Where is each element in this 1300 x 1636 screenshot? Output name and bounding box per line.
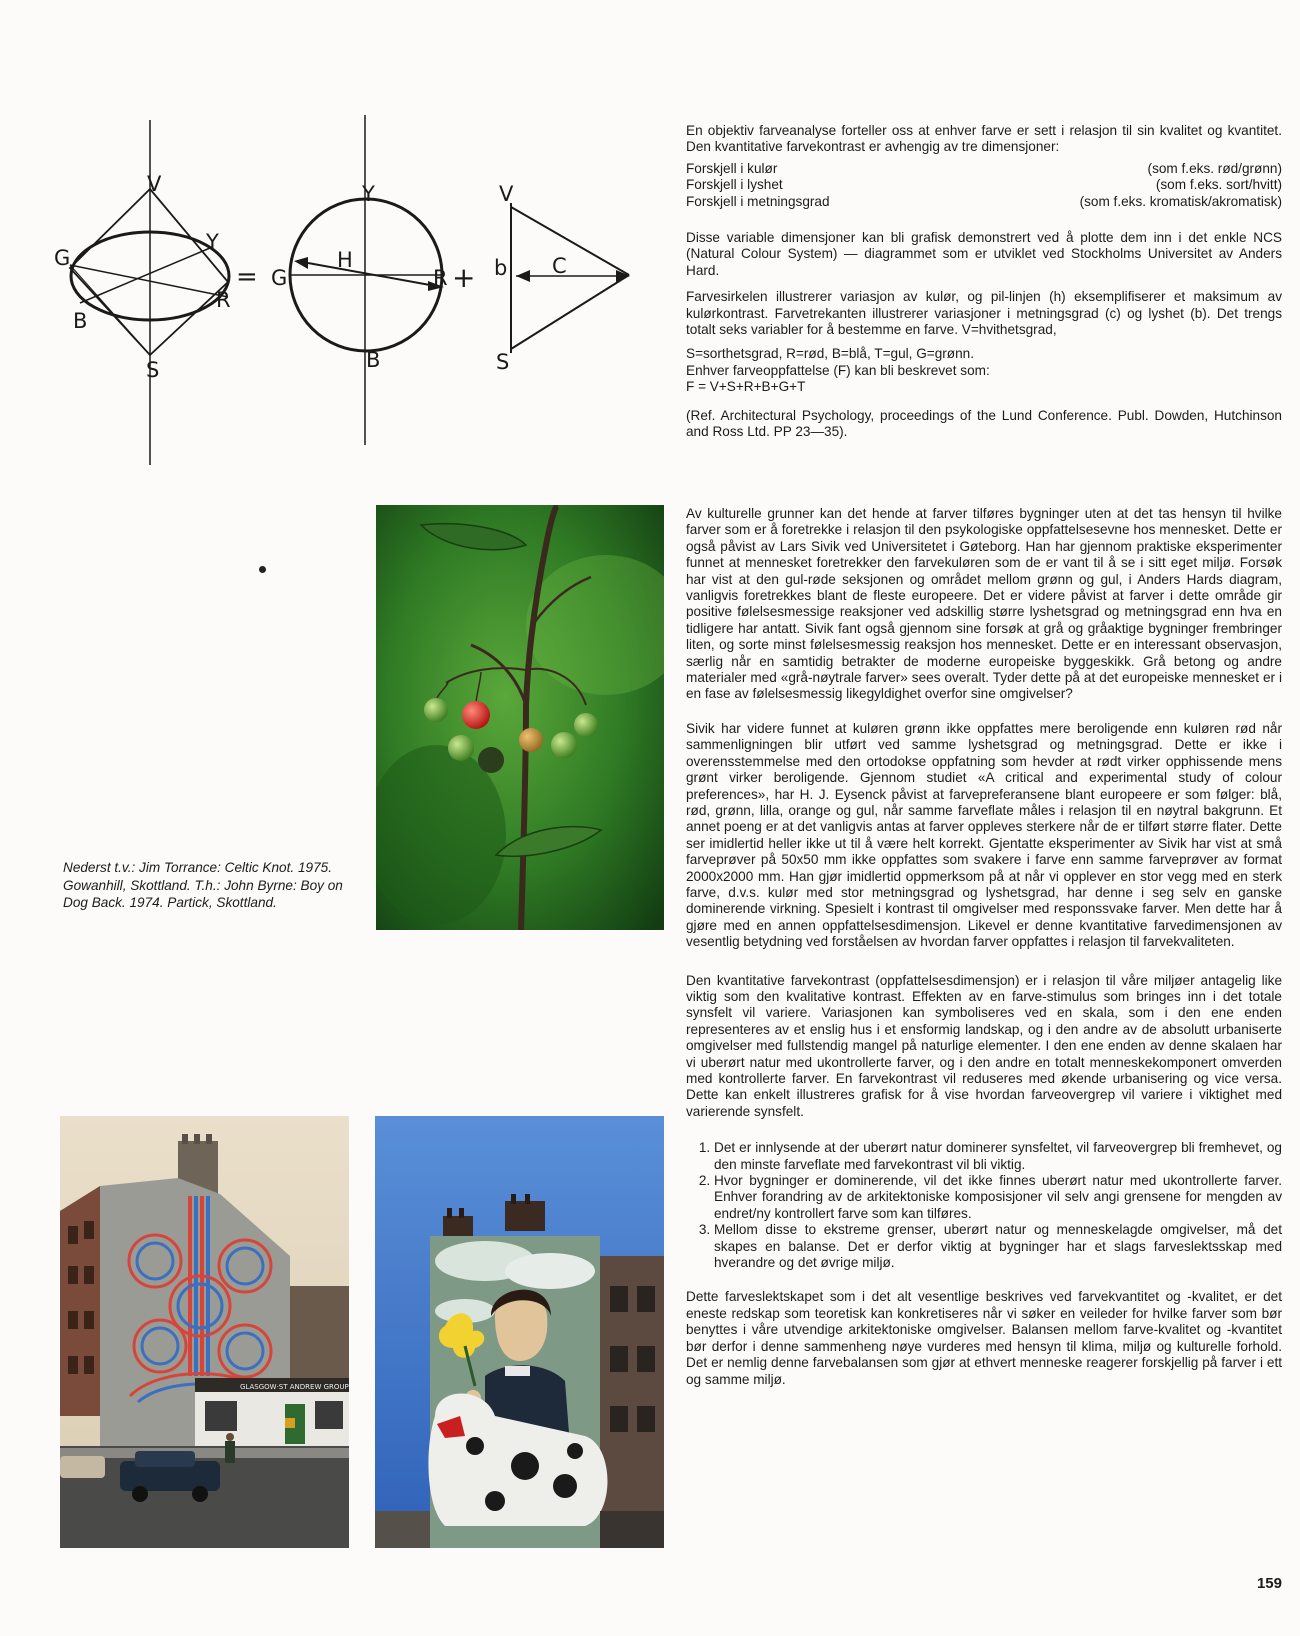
body-paragraph: Den kvantitative farvekontrast (oppfattelsesdimensjon) er i relasjon til våre miljøer antagelig like viktig som den kvalitative kontrast. Effekten av en farve-stimulus som bringes inn i det totale synsfelt vil variere. Variasjonen kan symboliseres ved en skala, som i den ene enden representeres av et enslig hus i et ensformig landskap, og i den andre av de absolutt urbaniserte omgivelser med fullstendig mangel på naturlige elementer. I den ene enden av denne skalaen har vi uberørt natur med ukontrollerte farver, og i den andre en totalt menneskekomponert omverden med kontrollerte farver. En farvekontrast vil reduseres med økende urbanisering og vice versa. Dette kan enkelt illustreres grafisk for å vise hvordan farveovergrep vil variere i viktighet med varierende synsfelt. — [686, 972, 1282, 1119]
diagram-label-r1: R — [216, 288, 231, 312]
body-paragraph: Av kulturelle grunner kan det hende at farver tilføres bygninger uten at det tas hensyn til hvilke farver som er å foretrekke i relasjon til den psykologiske oppfattelsesevne hos mennesket. Dette er også påvist av Lars Sivik ved Universitetet i Gøteborg. Han har gjennom praktiske eksperimenter funnet at mennesket foretrekker den farvekuløren som de er vant til å se i sitt eget miljø. Forsøk har vist at den gul-røde seksjonen og området mellom grønn og gul, i Anders Hards diagram, vanligvis foretrekkes blant de fleste europeere. Det er videre påvist at farver i dette område gir positive følelsesmessige reaksjoner ved adskillig større lyshetsgrad og metningsgrad enn hva en tidligere har antatt. Sivik fant også gjennom sine forsøk at grå og gråaktige bygninger frembringer liten, og sorte minst følelsesmessig reaksjon hos mennesket. Dette er en interessant observasjon, særlig når en samtidig betrakter de moderne europeiske byggeskikk. Grå betong og andre materialer med «grå-nøytrale farver» sees overalt. Tyder dette på at det europeiske mennesket er i en fase av følelsesmessig likegyldighet overfor sine omgivelser? — [686, 506, 1282, 702]
diagram-label-s3: S — [496, 350, 510, 374]
reference-paragraph: (Ref. Architectural Psychology, proceedings of the Lund Conference. Publ. Dowden, Hutchinson and Ross Ltd. PP 23—35). — [686, 407, 1282, 440]
ncs-paragraph: Disse variable dimensjoner kan bli grafisk demonstrert ved å plotte dem inn i det enkle NCS (Natural Colour System) — diagrammet som er utviklet ved Stockholms Universitet av Anders Hard. — [686, 230, 1282, 278]
nightshade-photo — [376, 505, 664, 930]
body-paragraph: Sivik har videre funnet at kuløren grønn ikke oppfattes mere beroligende enn kuløren rød når sammenligningen blir utført ved samme lyshetsgrad og metningsgrad. Dette er ikke i overensstemmelse med den ortodokse oppfatning som hevder at rødt virker opphissende mens grønt virker beroligende. Gjennom studiet «A critical and experimental study of colour preferences», har H. J. Eysenck påvist at farvepreferansene blant europeere er som følger: blå, rød, grønn, lilla, orange og gul, når samme farveflate måles i relasjon til en nøytral bakgrunn. Et annet poeng er at det vanligvis antas at farver oppleves sterkere når de er tilført større flater. Dette ser imidlertid heller ikke ut til å være helt korrekt. Gjentatte eksperimenter av Sivik har vist at små farveprøver på 50x50 mm ikke oppfattes som svakere i farve enn samme farveprøver av format 2000x2000 mm. Han gjør imidlertid oppmerksom på at når vi opplever en stor vegg med en sterk farve, d.v.s. kulør med stor metningsgrad og lyshetsgrad, har denne i seg selv en ganske dominerende virkning. Spesielt i kontrast til omgivelser med responssvake farver. Men dette har å gjøre med en annen oppfattelsesdimensjon. Likevel er denne kvantitative farvedimensjonen av vesentlig betydning ved forståelsen av hvordan farver oppfattes i relasjon til farvekvaliteten. — [686, 720, 1282, 950]
diagram-label-b1: B — [73, 309, 88, 333]
bullet-dot — [259, 566, 266, 573]
dimension-example: (som f.eks. rød/grønn) — [1147, 160, 1282, 176]
formula-line: F = V+S+R+B+G+T — [686, 379, 806, 395]
dimension-example: (som f.eks. sort/hvitt) — [1155, 177, 1282, 193]
text-column-top — [686, 123, 1282, 451]
ncs-diagram — [40, 115, 660, 475]
page-number: 159 — [1256, 1575, 1282, 1592]
diagram-label-b3: b — [494, 256, 508, 280]
boy-on-dog-image — [375, 1116, 664, 1548]
dimension-label: Forskjell i kulør — [686, 160, 778, 176]
numbered-list — [686, 1140, 1282, 1271]
diagram-label-b2: B — [366, 348, 381, 372]
diagram-label-y1: Y — [206, 230, 219, 254]
dimension-row — [686, 177, 1282, 193]
celtic-knot-image — [60, 1116, 349, 1548]
nightshade-image — [376, 505, 664, 930]
intro-paragraph: En objektiv farveanalyse forteller oss at enhver farve er sett i relasjon til sin kvalitet og kvantitet. Den kvantitative farvekontrast er avhengig av tre dimensjoner: — [686, 123, 1282, 155]
diagram-label-c3: C — [552, 254, 567, 278]
diagram-label-y2: Y — [362, 182, 375, 206]
diagram-label-v1: V — [147, 172, 162, 196]
formula-line: S=sorthetsgrad, R=rød, B=blå, T=gul, G=grønn. — [686, 346, 975, 362]
diagram-label-h: H — [337, 248, 353, 272]
boy-on-dog-photo — [375, 1116, 664, 1548]
dimension-list — [686, 161, 1282, 210]
diagram-label-eq: = — [236, 262, 258, 292]
dimension-label: Forskjell i metningsgrad — [686, 193, 830, 209]
shop-sign: GLASGOW·ST ANDREW GROUP — [240, 1383, 349, 1391]
diagram-label-r2: R — [433, 266, 448, 290]
diagram-label-plus: + — [452, 261, 476, 294]
circle-paragraph: Farvesirkelen illustrerer variasjon av kulør, og pil-linjen (h) eksemplifiserer et maksimum av kulørkontrast. Farvetrekanten illustrerer variasjoner i metningsgrad (c) og lyshet (b). Det trengs totalt seks variabler for å bestemme en farve. V=hvithetsgrad, — [686, 289, 1282, 338]
formula-block — [686, 346, 1282, 395]
celtic-knot-photo — [60, 1116, 349, 1548]
photo-caption: Nederst t.v.: Jim Torrance: Celtic Knot. 1975. Gowanhill, Skottland. T.h.: John Byrne: Boy on Dog Back. 1974. Partick, Skottland. — [63, 860, 343, 910]
diagram-label-s1: S — [146, 358, 160, 382]
text-column-main — [686, 506, 1282, 1398]
dimension-row — [686, 194, 1282, 210]
list-item: 3. Mellom disse to ekstreme grenser, uberørt natur og menneskelagde omgivelser, må det skapes en balanse. Det er derfor viktig at bygninger har et slags farveslektsskap med hverandre og det øvrige miljø. — [714, 1222, 1282, 1271]
list-item: 2. Hvor bygninger er dominerende, vil det ikke finnes uberørt natur med ukontrollerte farver. Enhver forandring av de arkitektoniske komposisjoner vil selv angi grensene for mengden av endret/ny kontrollert farve som kan tilføres. — [714, 1173, 1282, 1222]
dimension-row — [686, 161, 1282, 177]
body-paragraph: Dette farveslektskapet som i det alt vesentlige beskrives ved farvekvantitet og -kvalitet, er det eneste redskap som teoretisk kan konkretiseres når vi søker en veileder for hvilke farver som bør benyttes i våre utvendige arkitektoniske omgivelser. Balansen mellom farve-kvalitet og -kvantitet bør derfor i denne sammenheng nøye vurderes med hensyn til klima, miljø og kulturelle forhold. Det er nemlig denne farvebalansen som gjør at ethvert menneske reagerer forskjellig på farver i ett og samme miljø. — [686, 1289, 1282, 1387]
diagram-label-g2: G — [271, 266, 288, 290]
dimension-example: (som f.eks. kromatisk/akromatisk) — [1079, 193, 1282, 209]
dimension-label: Forskjell i lyshet — [686, 177, 783, 193]
diagram-label-g1: G — [54, 246, 71, 270]
diagram-label-v3: V — [499, 182, 514, 206]
formula-line: Enhver farveoppfattelse (F) kan bli beskrevet som: — [686, 362, 990, 378]
list-item: 1. Det er innlysende at der uberørt natur dominerer synsfeltet, vil farveovergrep bli fremhevet, og den minste farveflate med farvekontrast vil bli viktig. — [714, 1140, 1282, 1173]
